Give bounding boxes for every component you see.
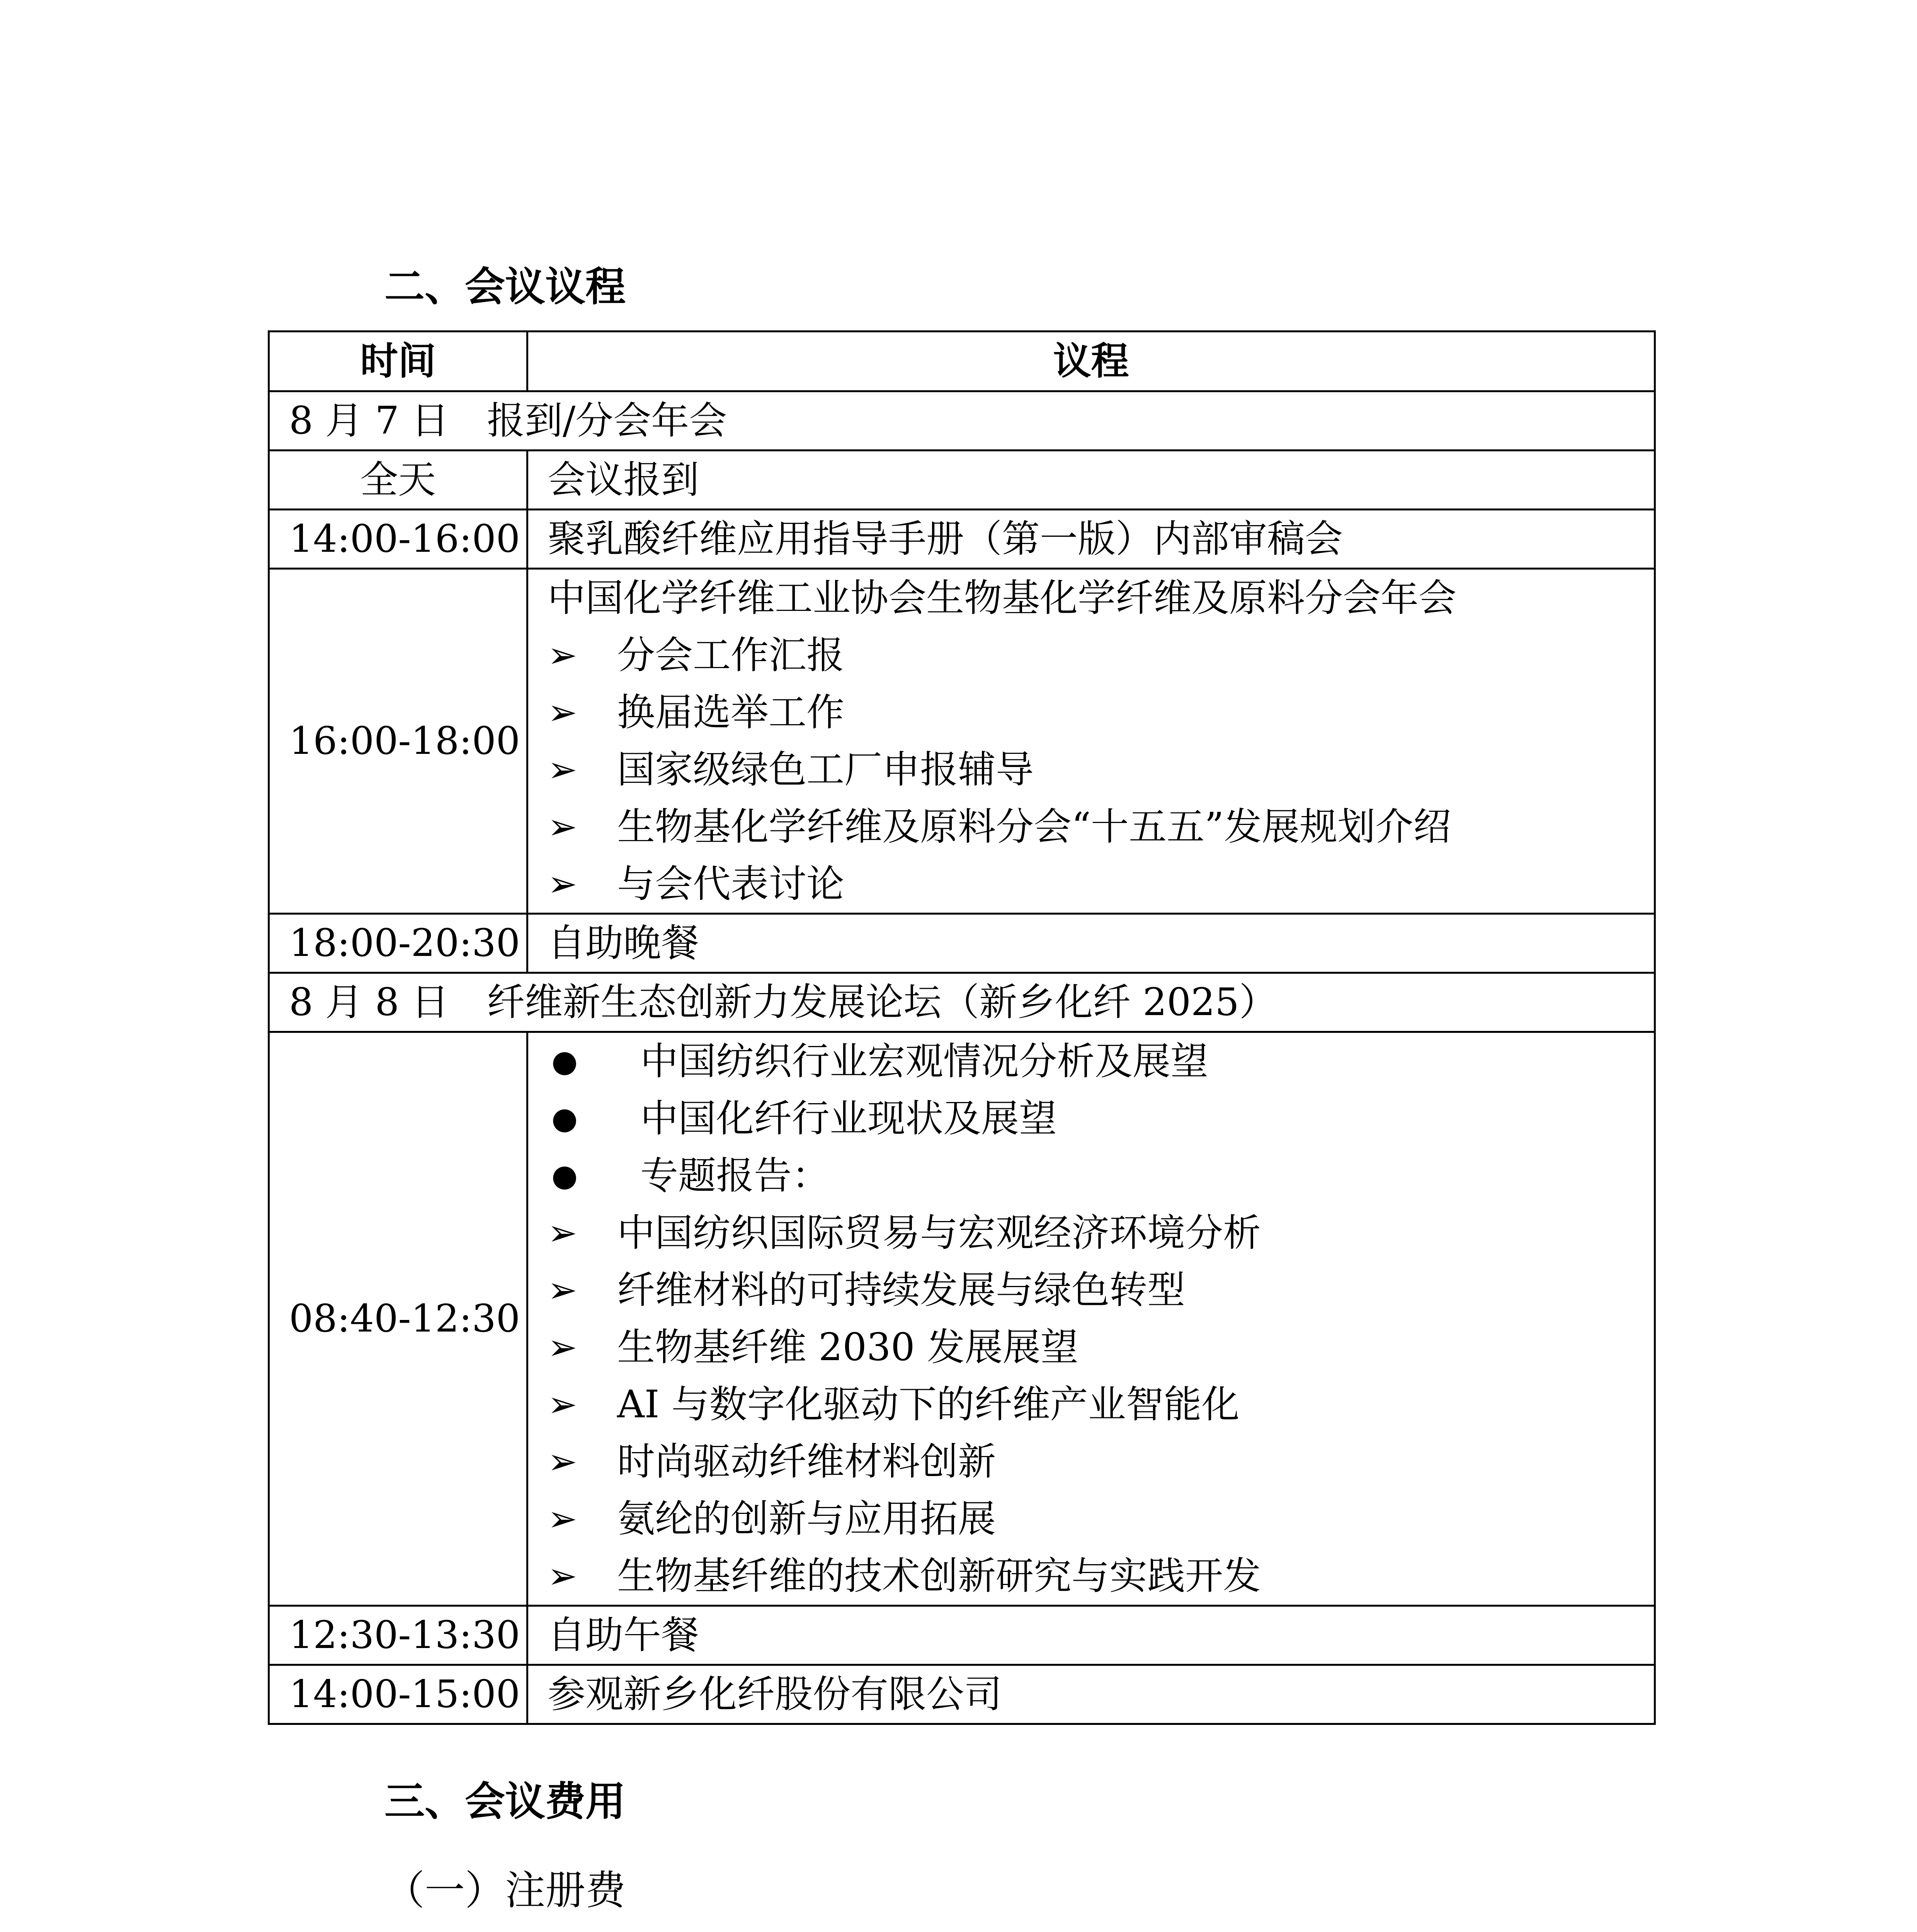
table-row — [269, 914, 1655, 973]
forum-item-list — [548, 1033, 1635, 1605]
section-heading-agenda: 二、会议议程 — [384, 263, 626, 310]
registration-heading: （一）注册费 — [384, 1867, 626, 1914]
list-item-text: 氨纶的创新与应用拓展 — [617, 1497, 996, 1541]
day2-label: 8 月 8 日 纤维新生态创新力发展论坛（新乡化纤 2025） — [269, 973, 1655, 1032]
table-row — [269, 510, 1655, 569]
agenda-cell — [527, 569, 1655, 914]
time-cell: 16:00-18:00 — [269, 569, 527, 914]
day1-label: 8 月 7 日 报到/分会年会 — [269, 391, 1655, 451]
list-item-text: 生物基化学纤维及原料分会“十五五”发展规划介绍 — [617, 805, 1451, 849]
section-heading-fees: 三、会议费用 — [384, 1778, 626, 1825]
arrow-icon: ➢ — [548, 749, 578, 790]
table-row — [269, 569, 1655, 914]
list-item-text: 分会工作汇报 — [617, 633, 845, 677]
list-item — [548, 1033, 1635, 1090]
list-item-text: 中国纺织国际贸易与宏观经济环境分析 — [617, 1211, 1261, 1255]
table-header-row — [269, 332, 1655, 391]
arrow-icon: ➢ — [548, 1327, 578, 1368]
time-cell: 12:30-13:30 — [269, 1606, 527, 1665]
arrow-icon: ➢ — [548, 1269, 578, 1311]
arrow-icon: ➢ — [548, 634, 578, 676]
arrow-icon: ➢ — [548, 863, 578, 905]
arrow-icon: ➢ — [548, 806, 578, 847]
bullet-dot-icon: ● — [551, 1044, 578, 1079]
list-item — [548, 684, 1635, 741]
list-item — [548, 1204, 1635, 1262]
list-item — [548, 1090, 1635, 1147]
list-item-text: 换届选举工作 — [617, 690, 845, 735]
list-item — [548, 855, 1635, 913]
arrow-icon: ➢ — [548, 1441, 578, 1482]
list-item — [548, 1147, 1635, 1204]
list-item — [548, 741, 1635, 798]
list-item-text: 国家级绿色工厂申报辅导 — [617, 748, 1034, 792]
header-time: 时间 — [269, 332, 527, 391]
agenda-cell — [527, 1032, 1655, 1606]
list-item — [548, 1319, 1635, 1376]
arrow-icon: ➢ — [548, 1384, 578, 1425]
table-row — [269, 1606, 1655, 1665]
time-cell: 14:00-16:00 — [269, 510, 527, 569]
list-item — [548, 1433, 1635, 1490]
list-item — [548, 1490, 1635, 1548]
list-item-text: 中国纺织行业宏观情况分析及展望 — [640, 1039, 1209, 1083]
list-item — [548, 1548, 1635, 1605]
list-item-text: 生物基纤维的技术创新研究与实践开发 — [617, 1554, 1261, 1598]
list-item-text: 专题报告： — [640, 1154, 830, 1198]
table-row — [269, 1665, 1655, 1724]
list-item — [548, 1262, 1635, 1319]
table-row — [269, 1032, 1655, 1606]
agenda-cell: 会议报到 — [527, 451, 1655, 510]
arrow-icon: ➢ — [548, 1212, 578, 1253]
agenda-cell: 参观新乡化纤股份有限公司 — [527, 1665, 1655, 1724]
list-item — [548, 627, 1635, 684]
bullet-dot-icon: ● — [551, 1158, 578, 1193]
session-item-list — [548, 627, 1635, 913]
time-cell: 08:40-12:30 — [269, 1032, 527, 1606]
day-row — [269, 973, 1655, 1032]
table-row — [269, 451, 1655, 510]
session-title: 中国化学纤维工业协会生物基化学纤维及原料分会年会 — [548, 576, 1457, 620]
arrow-icon: ➢ — [548, 1498, 578, 1539]
agenda-table — [268, 330, 1656, 1725]
time-cell: 14:00-15:00 — [269, 1665, 527, 1724]
list-item-text: AI 与数字化驱动下的纤维产业智能化 — [617, 1383, 1240, 1427]
list-item-text: 中国化纤行业现状及展望 — [640, 1097, 1057, 1141]
agenda-cell: 自助午餐 — [527, 1606, 1655, 1665]
arrow-icon: ➢ — [548, 1555, 578, 1597]
time-cell: 全天 — [269, 451, 527, 510]
time-cell: 18:00-20:30 — [269, 914, 527, 973]
day-row — [269, 391, 1655, 451]
arrow-icon: ➢ — [548, 692, 578, 733]
bullet-dot-icon: ● — [551, 1101, 578, 1136]
list-item — [548, 798, 1635, 855]
list-item-text: 时尚驱动纤维材料创新 — [617, 1440, 996, 1484]
header-agenda: 议程 — [527, 332, 1655, 391]
list-item-text: 与会代表讨论 — [617, 862, 845, 906]
agenda-cell: 自助晚餐 — [527, 914, 1655, 973]
list-item-text: 生物基纤维 2030 发展展望 — [617, 1325, 1078, 1369]
list-item-text: 纤维材料的可持续发展与绿色转型 — [617, 1268, 1186, 1312]
agenda-cell: 聚乳酸纤维应用指导手册（第一版）内部审稿会 — [527, 510, 1655, 569]
list-item — [548, 1376, 1635, 1433]
